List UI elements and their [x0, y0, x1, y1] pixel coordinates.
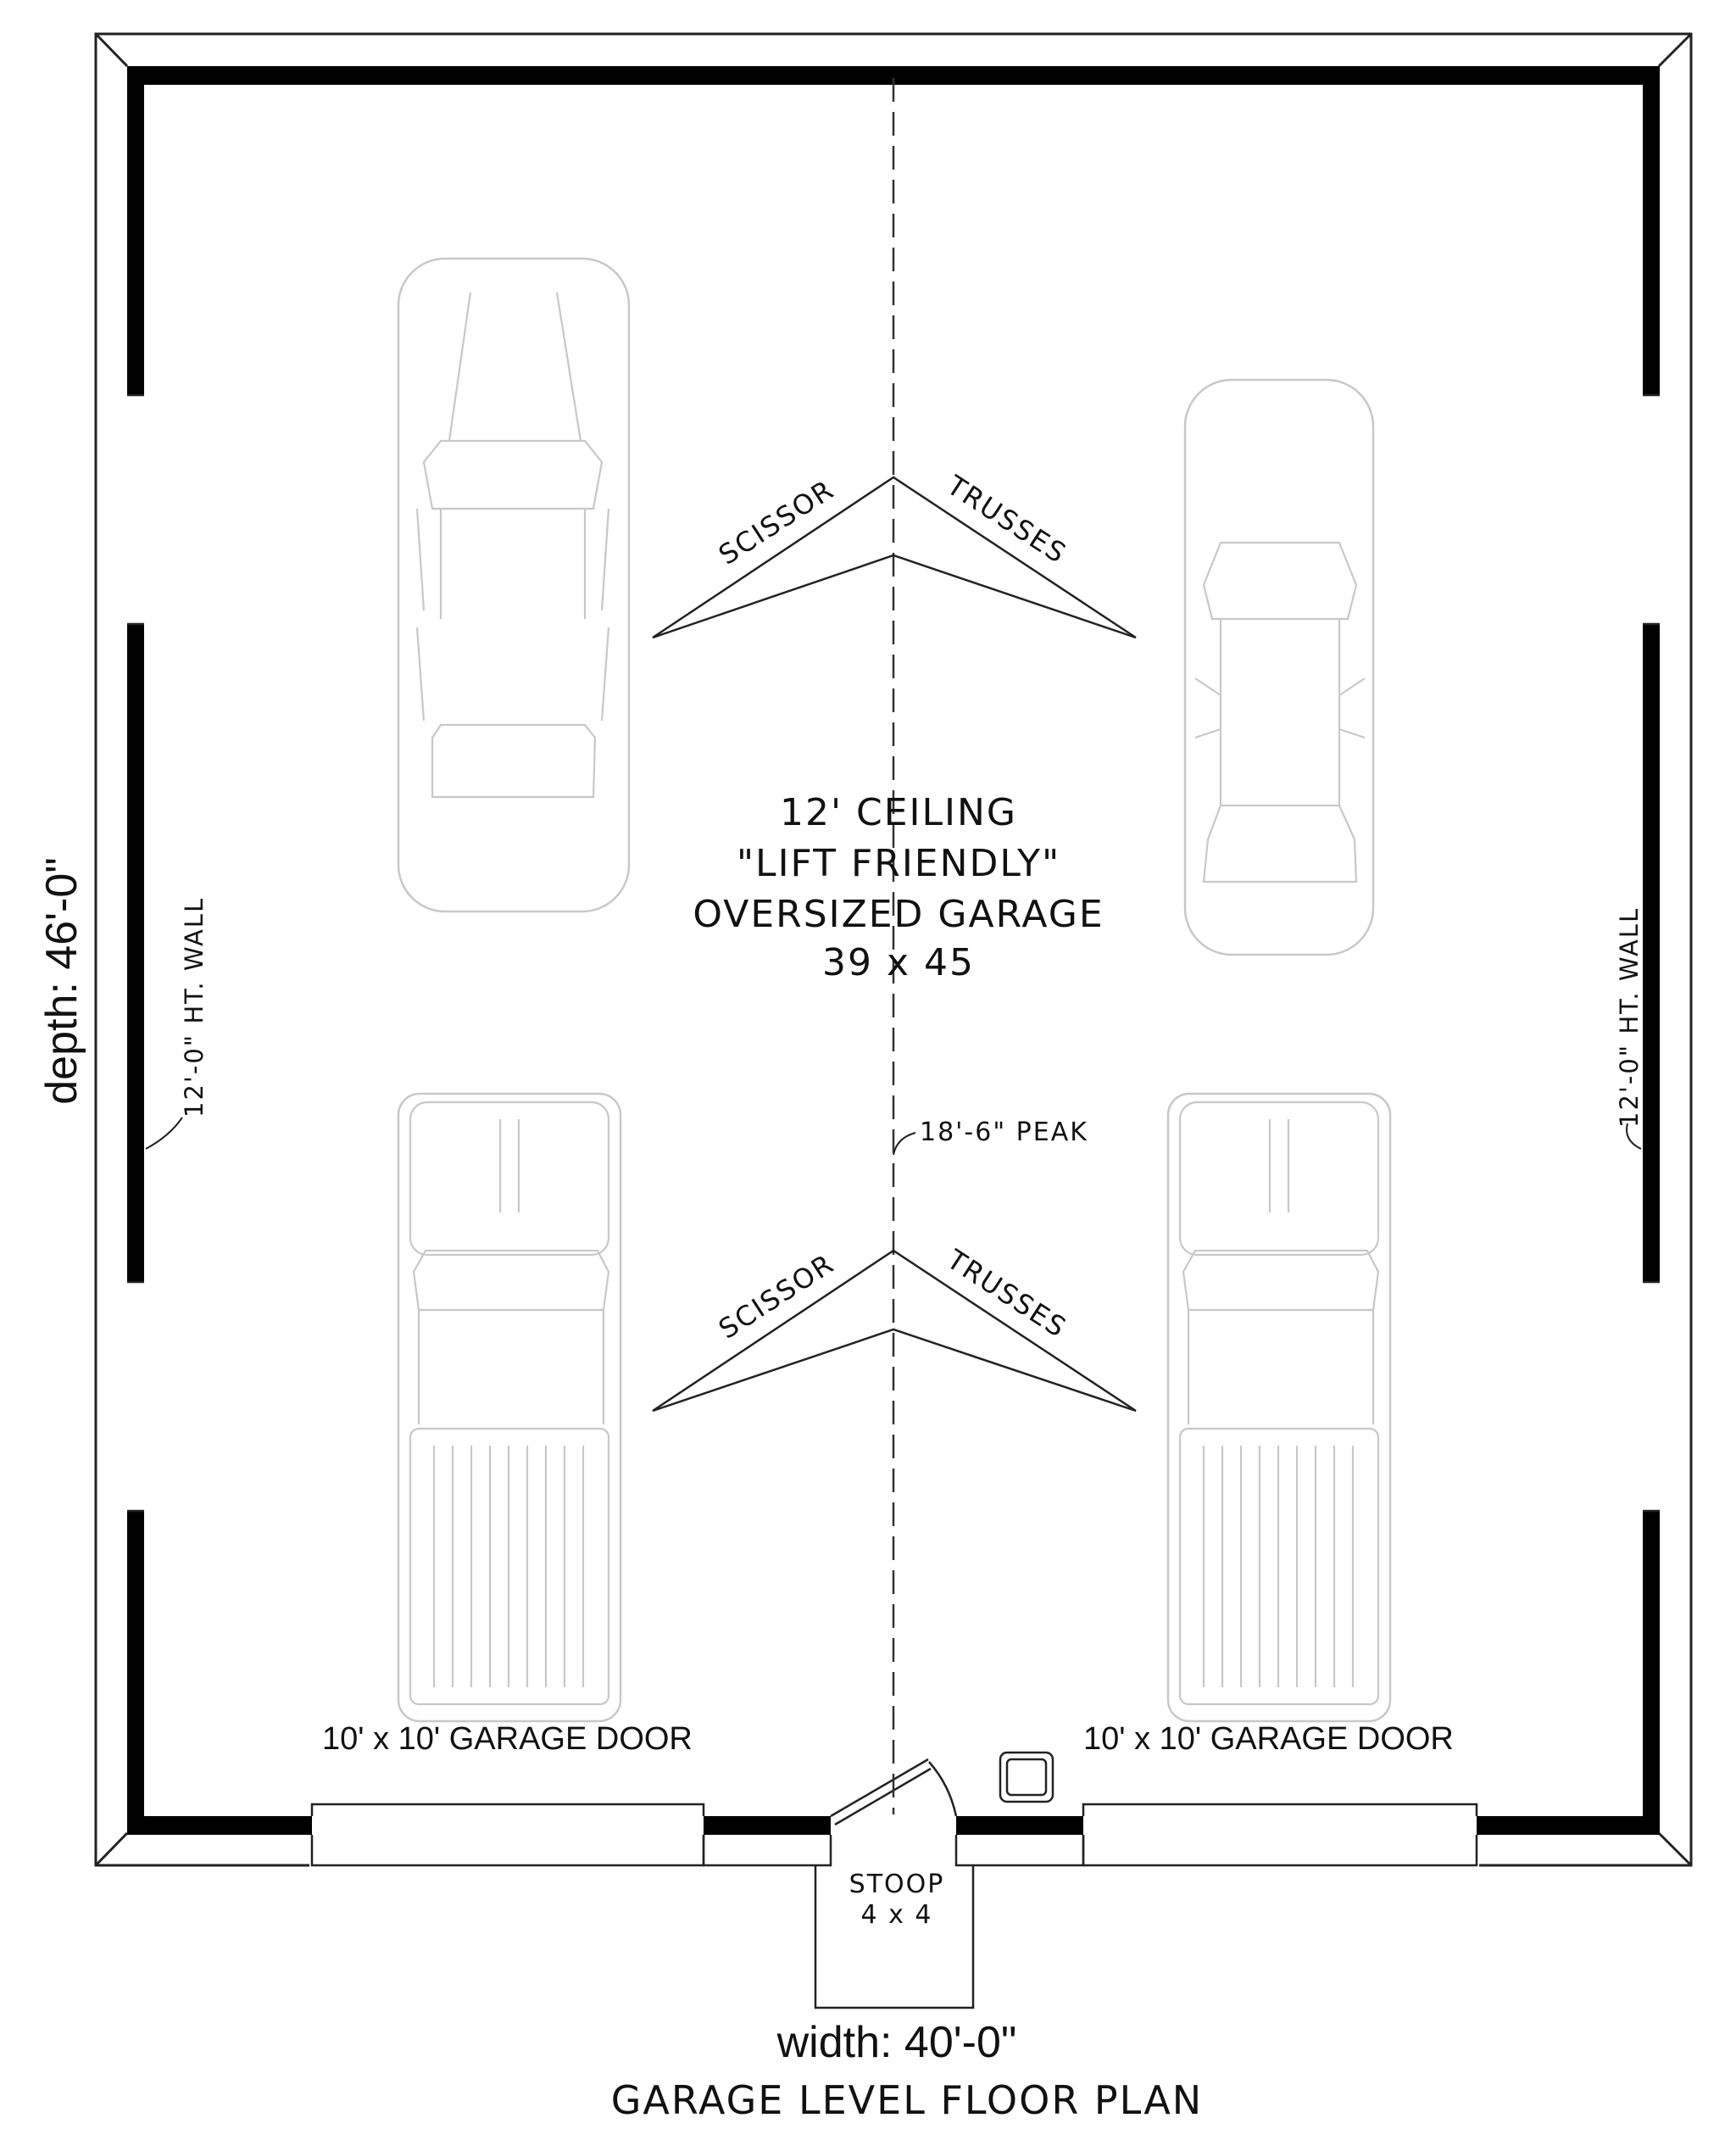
garage-door-label-left: 10' x 10' GARAGE DOOR [322, 1721, 693, 1757]
floor-drain [1000, 1753, 1053, 1802]
truss-label-trusses-upper: TRUSSES [941, 469, 1073, 571]
wall-height-leader-left [146, 1117, 182, 1149]
stoop-size-label: 4 x 4 [860, 1900, 933, 1930]
truss-label-scissor-lower: SCISSOR [713, 1246, 840, 1346]
room-label [693, 791, 1104, 984]
room-label-line-4: 39 x 45 [822, 941, 975, 984]
depth-dimension: depth: 46'-0" [37, 857, 86, 1105]
truss-label-trusses-lower: TRUSSES [941, 1243, 1073, 1345]
plan-title: GARAGE LEVEL FLOOR PLAN [610, 2077, 1204, 2123]
stoop-label: STOOP [849, 1870, 945, 1899]
room-label-line-1: 12' CEILING [779, 791, 1018, 834]
peak-label: 18'-6" PEAK [920, 1117, 1088, 1147]
truck-bottom-left [398, 1094, 620, 1721]
peak-leader [893, 1133, 915, 1155]
room-label-line-2: "LIFT FRIENDLY" [736, 842, 1061, 885]
truck-bottom-right [1168, 1094, 1390, 1721]
garage-door-label-right: 10' x 10' GARAGE DOOR [1083, 1721, 1454, 1757]
car-top-right [1185, 380, 1373, 955]
room-label-line-3: OVERSIZED GARAGE [693, 893, 1104, 936]
width-dimension: width: 40'-0" [776, 2018, 1017, 2067]
wall-height-label-left: 12'-0" HT. WALL [180, 896, 209, 1117]
car-top-left [398, 259, 629, 911]
truss-label-scissor-upper: SCISSOR [713, 472, 840, 571]
wall-height-label-right: 12'-0" HT. WALL [1615, 906, 1644, 1128]
